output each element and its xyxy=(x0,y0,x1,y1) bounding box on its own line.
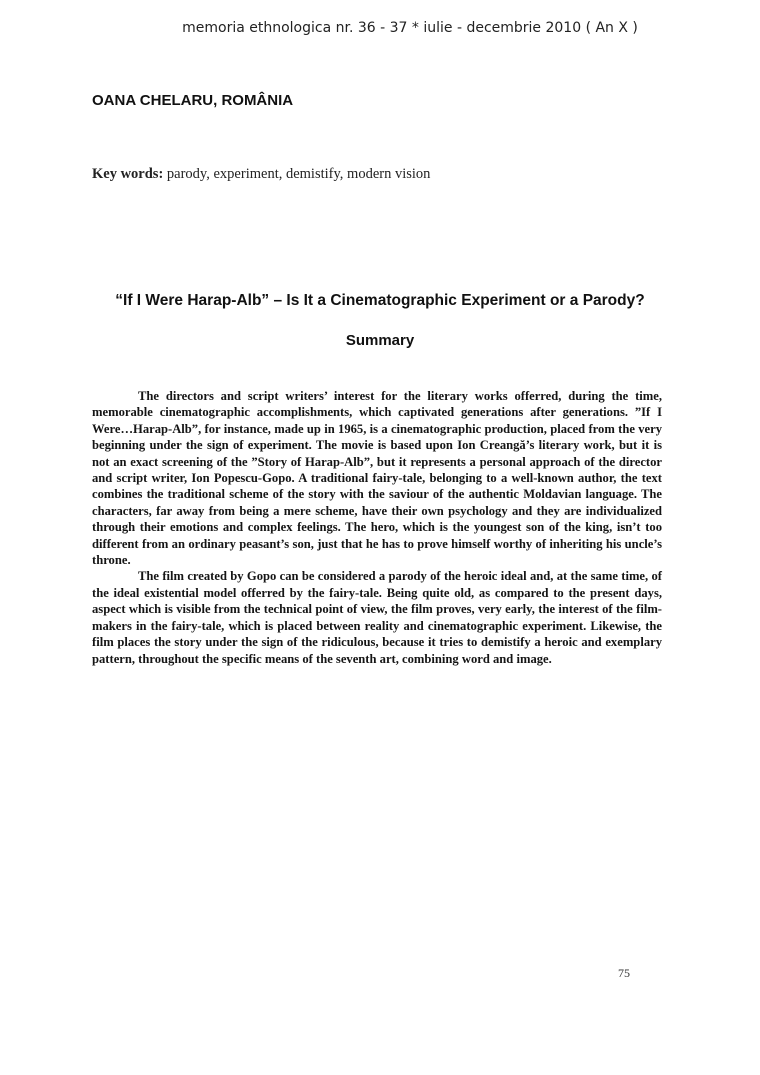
author-line: OANA CHELARU, ROMÂNIA xyxy=(92,92,294,109)
article-title: “If I Were Harap-Alb” – Is It a Cinematographic Experiment or a Parody? xyxy=(115,292,645,309)
summary-heading: Summary xyxy=(345,332,415,349)
keywords-value: parody, experiment, demistify, modern vision xyxy=(166,166,431,182)
page-number: 75 xyxy=(618,966,630,980)
journal-header: memoria ethnologica nr. 36 - 37 * iulie - decembrie 2010 ( An X ) xyxy=(182,20,638,36)
summary-paragraph: The directors and script writers’ interest for the literary works offerred, during the time, memorable cinematographic accomplishments, which captivated generations after generations. ”If I Were…Harap-Alb”, for instance, made up in 1965, is a cinematographic production, placed from the very beginning under the sign of experiment. The movie is based upon Ion Creangă’s literary work, but it is not an exact screening of the ”Story of Harap-Alb”, but it represents a personal approach of the director and script writer, Ion Popescu-Gopo. A traditional fairy-tale, belonging to a well-known author, the text combines the traditional scheme of the story with the saviour of the authentic Moldavian language. The characters, far away from being a mere scheme, have their own psychology and they are individualized through their emotions and complex feelings. The hero, which is the youngest son of the king, isn’t too different from an ordinary peasant’s son, just that he has to prove himself worthy of inheriting his uncle’s throne. xyxy=(92,389,662,568)
summary-paragraph: The film created by Gopo can be considered a parody of the heroic ideal and, at the same time, of the ideal existential model offerred by the fairy-tale. Being quite old, as compared to the present days, aspect which is visible from the technical point of view, the film proves, very early, the interest of the film-makers in the fairy-tale, which is placed between reality and cinematographic experiment. Likewise, the film places the story under the sign of the ridiculous, because it tries to demistify a heroic and exemplary pattern, throughout the specific means of the seventh art, combining word and image. xyxy=(92,569,662,666)
summary-body xyxy=(92,388,662,667)
keywords-line xyxy=(92,166,430,183)
keywords-label: Key words: xyxy=(92,166,164,182)
